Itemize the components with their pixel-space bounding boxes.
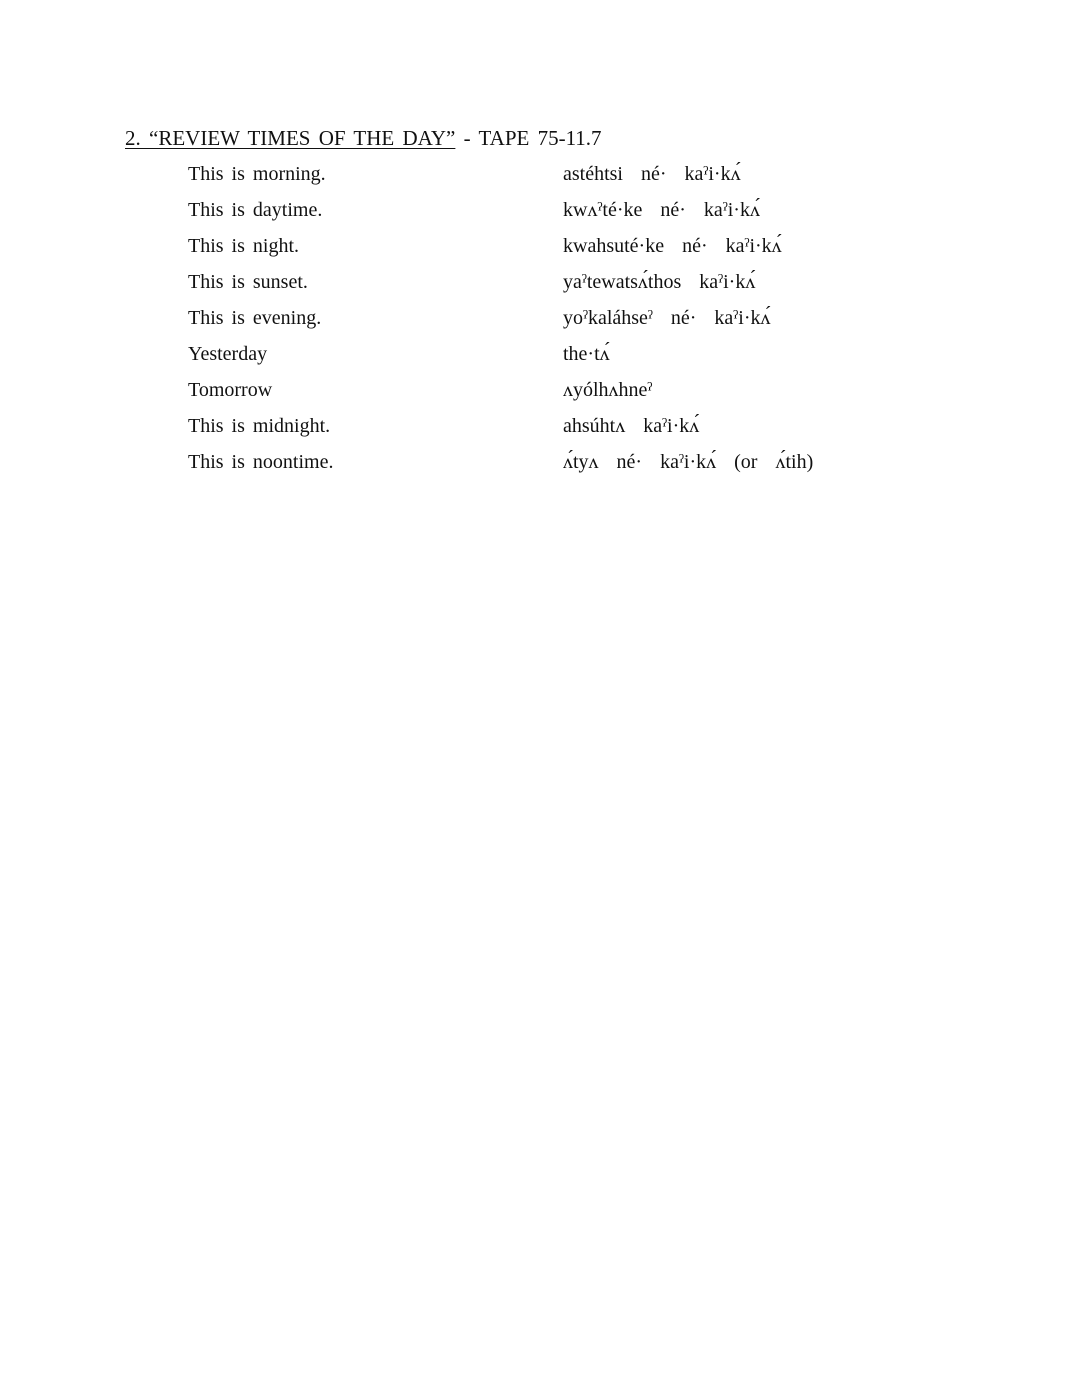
oneida-translation: yoˀkaláhseˀ né· kaˀi·kʌ́ (563, 307, 771, 329)
oneida-translation: kwahsuté·ke né· kaˀi·kʌ́ (563, 235, 782, 257)
vocabulary-row (188, 161, 888, 197)
vocabulary-row (188, 269, 888, 305)
vocabulary-list (188, 161, 888, 485)
oneida-translation: ʌyólhʌhneˀ (563, 379, 653, 401)
vocabulary-row (188, 305, 888, 341)
oneida-translation: yaˀtewatsʌ́thos kaˀi·kʌ́ (563, 271, 756, 293)
oneida-translation: astéhtsi né· kaˀi·kʌ́ (563, 163, 741, 185)
oneida-translation: kwʌˀté·ke né· kaˀi·kʌ́ (563, 199, 760, 221)
english-phrase: This is night. (188, 235, 300, 257)
english-phrase: Tomorrow (188, 379, 273, 401)
tape-reference: - TAPE 75-11.7 (455, 126, 602, 150)
oneida-translation: ahsúhtʌ kaˀi·kʌ́ (563, 415, 700, 437)
vocabulary-row (188, 377, 888, 413)
section-title: 2. “REVIEW TIMES OF THE DAY” (125, 126, 456, 150)
section-heading (125, 125, 602, 151)
vocabulary-row (188, 449, 888, 485)
oneida-translation: ʌ́tyʌ né· kaˀi·kʌ́ (or ʌ́tih) (563, 451, 814, 473)
english-phrase: This is noontime. (188, 451, 334, 473)
oneida-translation: the·tʌ́ (563, 343, 610, 365)
vocabulary-row (188, 233, 888, 269)
english-phrase: Yesterday (188, 343, 268, 365)
vocabulary-row (188, 413, 888, 449)
vocabulary-row (188, 341, 888, 377)
vocabulary-row (188, 197, 888, 233)
english-phrase: This is morning. (188, 163, 326, 185)
english-phrase: This is evening. (188, 307, 322, 329)
english-phrase: This is midnight. (188, 415, 331, 437)
english-phrase: This is daytime. (188, 199, 323, 221)
english-phrase: This is sunset. (188, 271, 308, 293)
